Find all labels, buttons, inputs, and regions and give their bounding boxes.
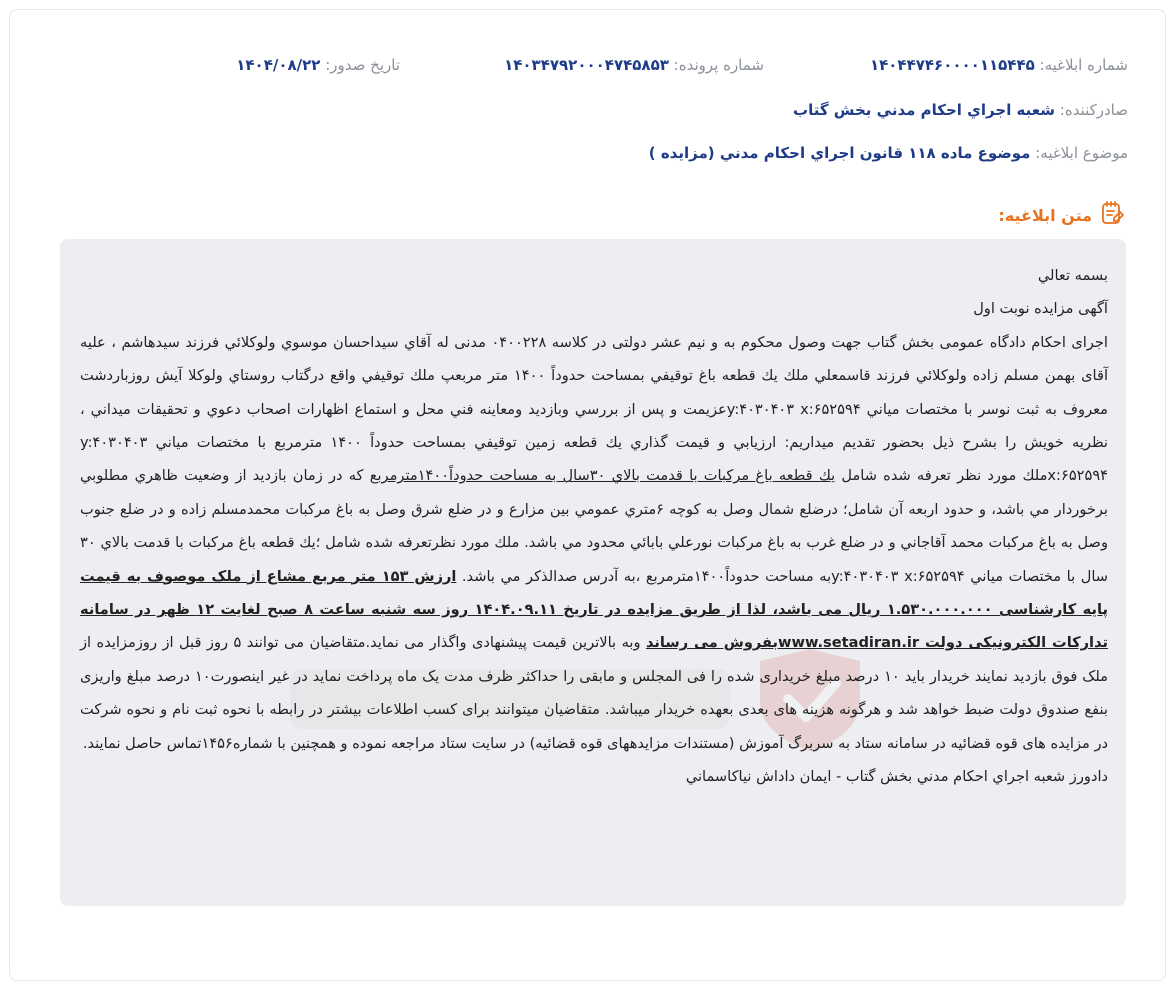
notice-number bbox=[870, 56, 1128, 74]
case-number-label: شماره پرونده: bbox=[673, 56, 764, 74]
notice-number-label: شماره ابلاغیه: bbox=[1039, 56, 1128, 74]
issuer-value: شعبه اجراي احكام مدني بخش گتاب bbox=[793, 101, 1055, 119]
issue-date bbox=[236, 56, 400, 74]
paragraph-part-c: وبه بالاترین قیمت پیشنهادی واگذار می نماید.متقاضیان می توانند ۵ روز قبل از روزمزایده از ملک فوق بازدید نمایند خریدار باید ۱۰ درصد مبلغ خریداری شده را فی المجلس و مابقی را حداکثر ظرف مدت یک ماه پرداخت نماید در غیر اینصورت۱۰ درصد مبلغ واریزی بنفع صندوق دولت ضبط خواهد شد و هرگونه هزینه های بعدی بعهده خریدار میباشد. متقاضیان میتوانند برای کسب اطلاعات بیشتر در رابطه با نحوه ثبت نام و نحوه شرکت در مزایده های قوه قضائیه در سامانه ستاد به سربرگ آموزش (مستندات مزایدههای قوه قضائیه) در سایت ستاد مراجعه نموده و همچنین با شماره۱۴۵۶تماس حاصل نمایند. bbox=[80, 634, 1108, 752]
paragraph-underlined: يك قطعه باغ مركبات با قدمت بالاي ۳۰سال به مساحت حدوداً۱۴۰۰مترمربع bbox=[369, 467, 836, 485]
section-title-label: متن ابلاغیه: bbox=[998, 205, 1092, 225]
subject-label: موضوع ابلاغیه: bbox=[1035, 144, 1128, 162]
greeting: بسمه تعالي bbox=[1037, 267, 1108, 284]
issue-date-value: ۱۴۰۴/۰۸/۲۲ bbox=[236, 56, 321, 74]
signature: دادورز شعبه اجراي احكام مدني بخش گتاب - ايمان داداش نياكاسماني bbox=[685, 768, 1108, 786]
notice-heading: آگهی مزایده نوبت اول bbox=[973, 300, 1108, 318]
meta-row bbox=[48, 56, 1128, 82]
issuer-line bbox=[793, 101, 1128, 119]
paragraph-part-a: اجرای احکام دادگاه عمومی بخش گتاب جهت وصول محکوم به و نیم عشر دولتی در کلاسه ۰۴۰۰۲۲۸ مدنی له آقاي سيداحسان موسوي ولوكلائي فرزند سيدهاشم ، علیه آقای بهمن مسلم زاده ولوكلائي فرزند قاسمعلي ملك يك قطعه باغ توقيفي بمساحت حدوداً ۱۴۰۰ متر مربعپ ملك توقيفي واقع درگتاب روستاي ولوكلا آيش روزباردشت معروف به ثبت نوسر با مختصات مياني y:۴۰۳۰۴۰۳ x:۶۵۲۵۹۴عزيمت و پس از بررسي وبازديد ومعاينه فني محل و استماع اظهارات اصحاب دعوي و تحقيقات ميداني ، نظريه خويش را بشرح ذيل بحضور تقديم ميداريم: ارزيابي و قيمت گذاري يك قطعه زمين توقيفي بمساحت حدوداً ۱۴۰۰ مترمربع با مختصات مياني y:۴۰۳۰۴۰۳ x:۶۵۲۵۹۴ملك مورد نظر تعرفه شده شامل bbox=[80, 333, 1109, 485]
case-number-value: ۱۴۰۳۴۷۹۲۰۰۰۴۷۴۵۸۵۳ bbox=[504, 56, 669, 74]
subject-line bbox=[649, 144, 1128, 162]
section-title bbox=[998, 200, 1126, 230]
document-edit-icon bbox=[1100, 200, 1126, 230]
paragraph-bold-underlined: ارزش ۱۵۳ متر مربع مشاع از ملک موصوف به قیمت پایه کارشناسی ۱.۵۳۰.۰۰۰.۰۰۰ ریال می باشد، لذا از طریق مزایده در تاریخ ۱۴۰۴.۰۹.۱۱ روز سه شنبه ساعت ۸ صبح لغایت ۱۲ ظهر در سامانه تدارکات الکترونیکی دولت www.setadiran.irبفروش می رساند bbox=[80, 567, 1108, 652]
paragraph-part-b: كه در زمان بازديد از وضعيت ظاهري مطلوبي برخوردار مي باشد، و حدود اربعه آن شامل؛ درضلع شمال وصل به كوچه ۶متري عمومي بين مزارع و در ضلع شرق وصل به باغ مركبات محمدمسلم زاده و در ضلع جنوب وصل به باغ مركبات محمد آقاجاني و در ضلع غرب به باغ مركبات نورعلي بابائي محدود مي باشد. ملك مورد نظرتعرفه شده شامل ؛يك قطعه باغ مركبات با قدمت بالاي ۳۰ سال با مختصات مياني y:۴۰۳۰۴۰۳ x:۶۵۲۵۹۴به مساحت حدوداً۱۴۰۰مترمربع ،به آدرس صدالذكر مي باشد. bbox=[80, 467, 1109, 585]
issuer-label: صادرکننده: bbox=[1059, 101, 1128, 119]
notice-number-value: ۱۴۰۴۴۷۴۶۰۰۰۰۱۱۵۴۴۵ bbox=[869, 56, 1035, 74]
subject-value: موضوع ماده ۱۱۸ قانون اجراي احكام مدني (مزايده ) bbox=[648, 144, 1031, 162]
issue-date-label: تاریخ صدور: bbox=[325, 56, 400, 74]
notice-body-text bbox=[80, 259, 1108, 794]
case-number bbox=[504, 56, 764, 74]
notice-paragraph bbox=[80, 326, 1108, 760]
notice-body-panel bbox=[60, 239, 1126, 906]
